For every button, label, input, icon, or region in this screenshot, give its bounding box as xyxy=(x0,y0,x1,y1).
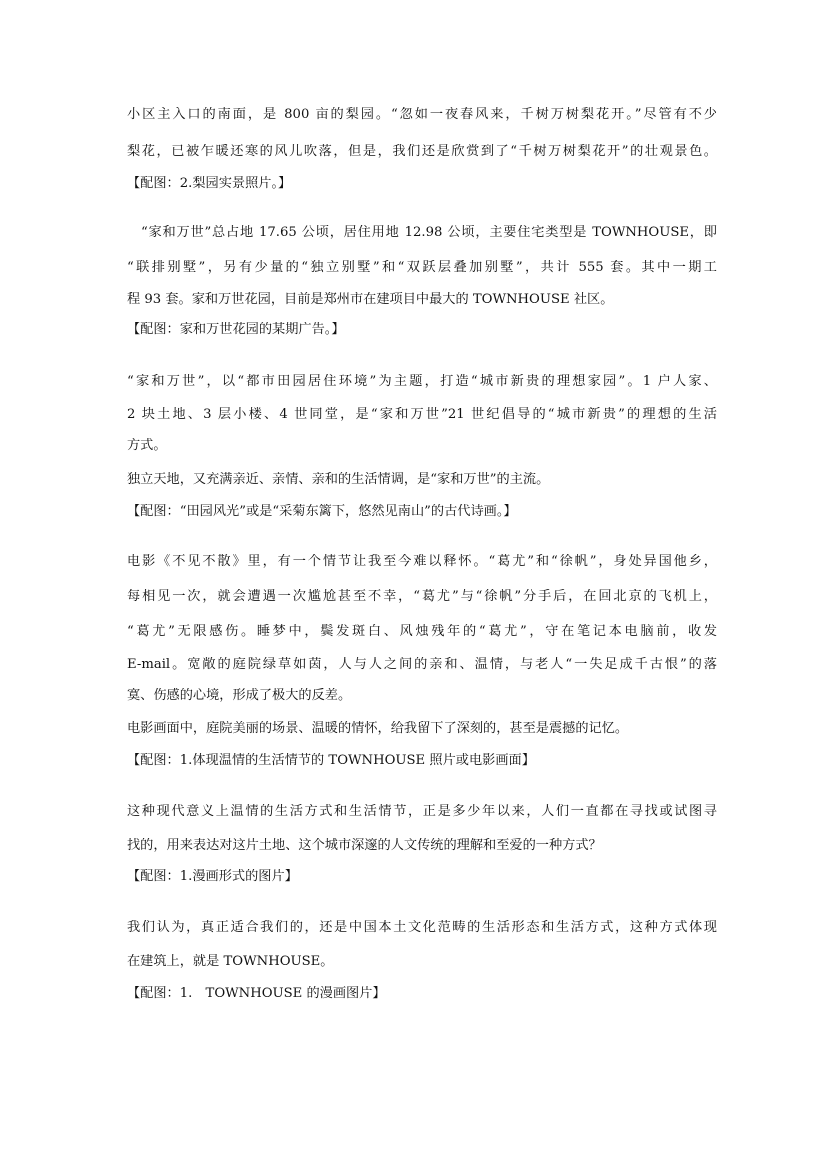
paragraph-line: “联排别墅”，另有少量的“独立别墅”和“双跃层叠加别墅”，共计 555 套。其中一期工 xyxy=(127,260,717,275)
paragraph-line: 梨花，已被乍暖还寒的风儿吹落，但是，我们还是欣赏到了“千树万树梨花开”的壮观景色。 xyxy=(127,144,717,159)
paragraph-line: 找的，用来表达对这片土地、这个城市深邃的人文传统的理解和至爱的一种方式？ xyxy=(127,838,602,853)
image-caption: 【配图：1.体现温情的生活情节的 TOWNHOUSE 照片或电影画面】 xyxy=(127,753,535,768)
paragraph-line: 这种现代意义上温情的生活方式和生活情节，正是多少年以来，人们一直都在寻找或试图寻 xyxy=(127,804,717,819)
paragraph-line: 每相见一次，就会遭遇一次尴尬甚至不幸，“葛尤”与“徐帆”分手后，在回北京的飞机上， xyxy=(127,589,717,604)
image-caption: 【配图：家和万世花园的某期广告。】 xyxy=(127,322,345,337)
paragraph-line: “葛尤”无限感伤。睡梦中，鬓发斑白、风烛残年的“葛尤”，守在笔记本电脑前，收发 xyxy=(127,624,717,639)
paragraph-line: 小区主入口的南面，是 800 亩的梨园。“忽如一夜春风来，千树万树梨花开。”尽管有不少 xyxy=(127,107,717,122)
paragraph-line: “家和万世”总占地 17.65 公顷，居住用地 12.98 公顷，主要住宅类型是 TOWNHOUSE，即 xyxy=(127,225,717,240)
image-caption: 【配图：2.梨园实景照片。】 xyxy=(127,176,292,191)
paragraph-line: 2 块土地、3 层小楼、4 世同堂，是“家和万世”21 世纪倡导的“城市新贵”的理想的生活 xyxy=(127,407,717,422)
image-caption: 【配图：“田园风光”或是“采菊东篱下，悠然见南山”的古代诗画。】 xyxy=(127,504,517,519)
paragraph-line: 我们认为，真正适合我们的，还是中国本土文化范畴的生活形态和生活方式，这种方式体现 xyxy=(127,920,717,935)
paragraph-line: 电影画面中，庭院美丽的场景、温暖的情怀，给我留下了深刻的，甚至是震撼的记忆。 xyxy=(127,721,629,736)
paragraph-line: 独立天地，又充满亲近、亲情、亲和的生活情调，是“家和万世”的主流。 xyxy=(127,472,550,487)
paragraph-line: 电影《不见不散》里，有一个情节让我至今难以释怀。“葛尤”和“徐帆”，身处异国他乡， xyxy=(127,554,717,569)
image-caption: 【配图：1.漫画形式的图片】 xyxy=(127,869,298,884)
paragraph-line: 在建筑上，就是 TOWNHOUSE。 xyxy=(127,954,334,969)
image-caption: 【配图：1. TOWNHOUSE 的漫画图片】 xyxy=(127,986,386,1001)
paragraph-line: “家和万世”，以“都市田园居住环境”为主题，打造“城市新贵的理想家园”。1 户人家、 xyxy=(127,374,717,389)
paragraph-line: 寞、伤感的心境，形成了极大的反差。 xyxy=(127,688,352,703)
paragraph-line: E-mail。宽敞的庭院绿草如茵，人与人之间的亲和、温情，与老人“一失足成千古恨”的落 xyxy=(127,657,717,672)
paragraph-line: 程 93 套。家和万世花园，目前是郑州市在建项目中最大的 TOWNHOUSE 社区。 xyxy=(127,292,614,307)
paragraph-line: 方式。 xyxy=(127,438,167,453)
